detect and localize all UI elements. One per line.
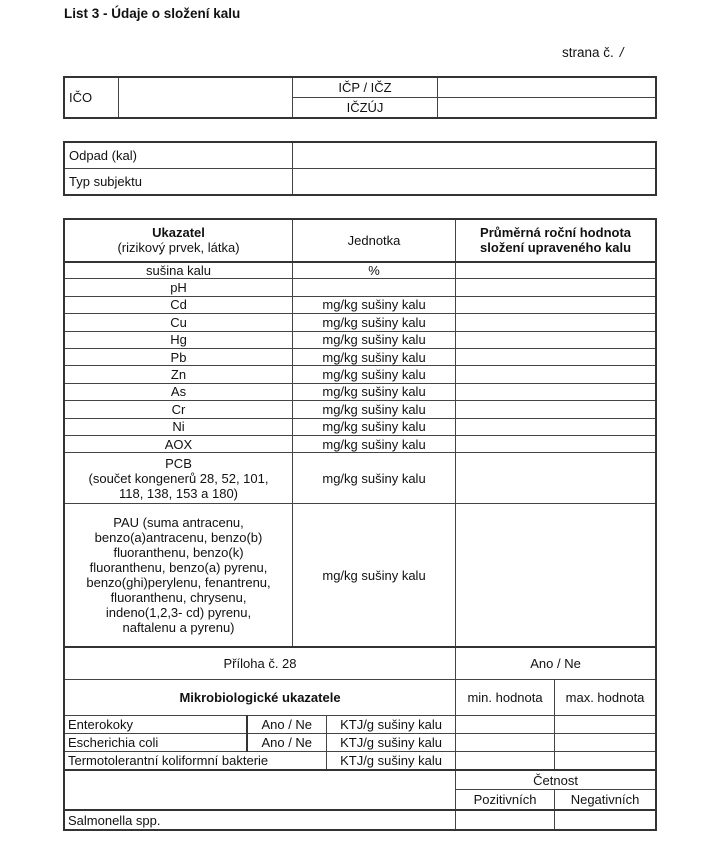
page-number-label: strana č. xyxy=(562,45,614,60)
iczuj-field[interactable] xyxy=(438,98,656,118)
indicator-unit xyxy=(293,279,456,296)
table-row xyxy=(65,348,656,365)
indicator-name: Zn xyxy=(65,366,293,383)
pau-line: fluoranthenu, benzo(a) pyrenu, xyxy=(89,560,268,576)
table-row xyxy=(65,418,656,435)
indicator-name: Cu xyxy=(65,314,293,331)
icp-label: IČP / IČZ xyxy=(293,78,438,98)
micro-max-field[interactable] xyxy=(555,734,656,752)
table-row xyxy=(65,296,656,313)
table-row xyxy=(65,401,656,418)
indicator-value-field[interactable] xyxy=(456,296,656,313)
negative-label: Negativních xyxy=(555,790,656,810)
indicator-unit: mg/kg sušiny kalu xyxy=(293,401,456,418)
pau-line: naftalenu a pyrenu) xyxy=(122,620,235,636)
indicator-unit: mg/kg sušiny kalu xyxy=(293,296,456,313)
table-row-micro-header xyxy=(65,680,656,716)
pcb-line: (součet kongenerů 28, 52, 101, xyxy=(88,470,269,486)
positive-label: Pozitivních xyxy=(456,790,555,810)
info-row-typ xyxy=(65,169,656,195)
table-row xyxy=(65,314,656,331)
priloha-value[interactable]: Ano / Ne xyxy=(456,647,656,680)
micro-name: Enterokoky xyxy=(65,716,247,734)
table-row-pcb xyxy=(65,453,656,504)
info-row-odpad xyxy=(65,143,656,169)
header-unit: Jednotka xyxy=(293,220,456,262)
indicator-name: Hg xyxy=(65,331,293,348)
table-row xyxy=(65,279,656,296)
pcb-line: 118, 138, 153 a 180) xyxy=(118,485,239,501)
odpad-label: Odpad (kal) xyxy=(65,143,293,169)
pau-line: indeno(1,2,3- cd) pyrenu, xyxy=(105,605,252,621)
salmonella-name: Salmonella spp. xyxy=(65,810,456,830)
odpad-field[interactable] xyxy=(293,143,656,169)
table-row xyxy=(65,366,656,383)
pcb-unit: mg/kg sušiny kalu xyxy=(293,453,456,504)
salmonella-positive-field[interactable] xyxy=(456,810,555,830)
min-label: min. hodnota xyxy=(456,680,555,716)
header-indicator xyxy=(65,220,293,262)
table-row xyxy=(65,383,656,400)
indicator-unit: mg/kg sušiny kalu xyxy=(293,366,456,383)
indicator-unit: mg/kg sušiny kalu xyxy=(293,348,456,365)
indicator-value-field[interactable] xyxy=(456,435,656,452)
table-row-priloha xyxy=(65,647,656,680)
header-value-line2: složení upraveného kalu xyxy=(480,240,632,256)
indicator-unit: % xyxy=(293,262,456,279)
micro-name: Termotolerantní koliformní bakterie xyxy=(65,752,327,770)
micro-min-field[interactable] xyxy=(456,734,555,752)
indicator-value-field[interactable] xyxy=(456,348,656,365)
ico-field[interactable] xyxy=(119,78,293,118)
table-header xyxy=(65,220,656,262)
pau-value-field[interactable] xyxy=(456,504,656,647)
indicator-unit: mg/kg sušiny kalu xyxy=(293,418,456,435)
table-row-micro xyxy=(65,716,656,734)
indicator-name: pH xyxy=(65,279,293,296)
table-row-pau xyxy=(65,504,656,647)
indicator-unit: mg/kg sušiny kalu xyxy=(293,331,456,348)
micro-min-field[interactable] xyxy=(456,752,555,770)
salmonella-negative-field[interactable] xyxy=(555,810,656,830)
micro-max-field[interactable] xyxy=(555,716,656,734)
pcb-line: PCB xyxy=(165,455,192,471)
frequency-blank xyxy=(65,770,456,810)
micro-unit: KTJ/g sušiny kalu xyxy=(327,716,456,734)
micro-unit: KTJ/g sušiny kalu xyxy=(327,752,456,770)
table-row-micro xyxy=(65,752,656,770)
typ-subjektu-label: Typ subjektu xyxy=(65,169,293,195)
pau-line: benzo(ghi)perylenu, fenantrenu, xyxy=(86,575,271,591)
header-value xyxy=(456,220,656,262)
table-row-micro xyxy=(65,734,656,752)
page-number xyxy=(562,45,624,60)
header-indicator-title: Ukazatel xyxy=(152,225,205,241)
pau-unit: mg/kg sušiny kalu xyxy=(293,504,456,647)
page-title: List 3 - Údaje o složení kalu xyxy=(64,6,241,21)
indicator-name: As xyxy=(65,383,293,400)
table-row-salmonella xyxy=(65,810,656,830)
composition-table xyxy=(64,219,656,830)
indicator-unit: mg/kg sušiny kalu xyxy=(293,314,456,331)
table-row xyxy=(65,262,656,279)
page-number-value: / xyxy=(619,45,624,60)
micro-yesno[interactable]: Ano / Ne xyxy=(247,734,327,752)
micro-name: Escherichia coli xyxy=(65,734,247,752)
indicator-name: Cd xyxy=(65,296,293,313)
table-row xyxy=(65,331,656,348)
ids-table xyxy=(64,77,656,118)
indicator-unit: mg/kg sušiny kalu xyxy=(293,383,456,400)
iczuj-label: IČZÚJ xyxy=(293,98,438,118)
indicator-name: AOX xyxy=(65,435,293,452)
indicator-value-field[interactable] xyxy=(456,331,656,348)
micro-unit: KTJ/g sušiny kalu xyxy=(327,734,456,752)
indicator-name: Pb xyxy=(65,348,293,365)
indicator-value-field[interactable] xyxy=(456,366,656,383)
header-value-line1: Průměrná roční hodnota xyxy=(480,225,632,241)
icp-field[interactable] xyxy=(438,78,656,98)
indicator-value-field[interactable] xyxy=(456,401,656,418)
typ-subjektu-field[interactable] xyxy=(293,169,656,195)
pcb-indicator xyxy=(65,453,293,504)
indicator-value-field[interactable] xyxy=(456,314,656,331)
indicator-rows xyxy=(65,262,656,453)
indicator-value-field[interactable] xyxy=(456,383,656,400)
indicator-value-field[interactable] xyxy=(456,418,656,435)
pau-line: fluoranthenu, benzo(k) xyxy=(113,545,244,561)
micro-max-field[interactable] xyxy=(555,752,656,770)
pau-line: PAU (suma antracenu, xyxy=(113,515,244,531)
micro-title: Mikrobiologické ukazatele xyxy=(65,680,456,716)
frequency-title: Četnost xyxy=(456,770,656,790)
pcb-value-field[interactable] xyxy=(456,453,656,504)
indicator-unit: mg/kg sušiny kalu xyxy=(293,435,456,452)
max-label: max. hodnota xyxy=(555,680,656,716)
pau-line: fluoranthenu, chrysenu, xyxy=(110,590,247,606)
info-table xyxy=(64,142,656,195)
table-row-frequency xyxy=(65,770,656,790)
indicator-name: Cr xyxy=(65,401,293,418)
indicator-name: sušina kalu xyxy=(65,262,293,279)
indicator-value-field[interactable] xyxy=(456,279,656,296)
indicator-value-field[interactable] xyxy=(456,262,656,279)
micro-yesno[interactable]: Ano / Ne xyxy=(247,716,327,734)
ico-label: IČO xyxy=(65,78,119,118)
pau-line: benzo(a)antracenu, benzo(b) xyxy=(94,530,263,546)
table-row xyxy=(65,435,656,452)
priloha-label: Příloha č. 28 xyxy=(65,647,456,680)
indicator-name: Ni xyxy=(65,418,293,435)
header-indicator-sub: (rizikový prvek, látka) xyxy=(117,240,240,256)
micro-min-field[interactable] xyxy=(456,716,555,734)
pau-indicator xyxy=(65,504,293,647)
